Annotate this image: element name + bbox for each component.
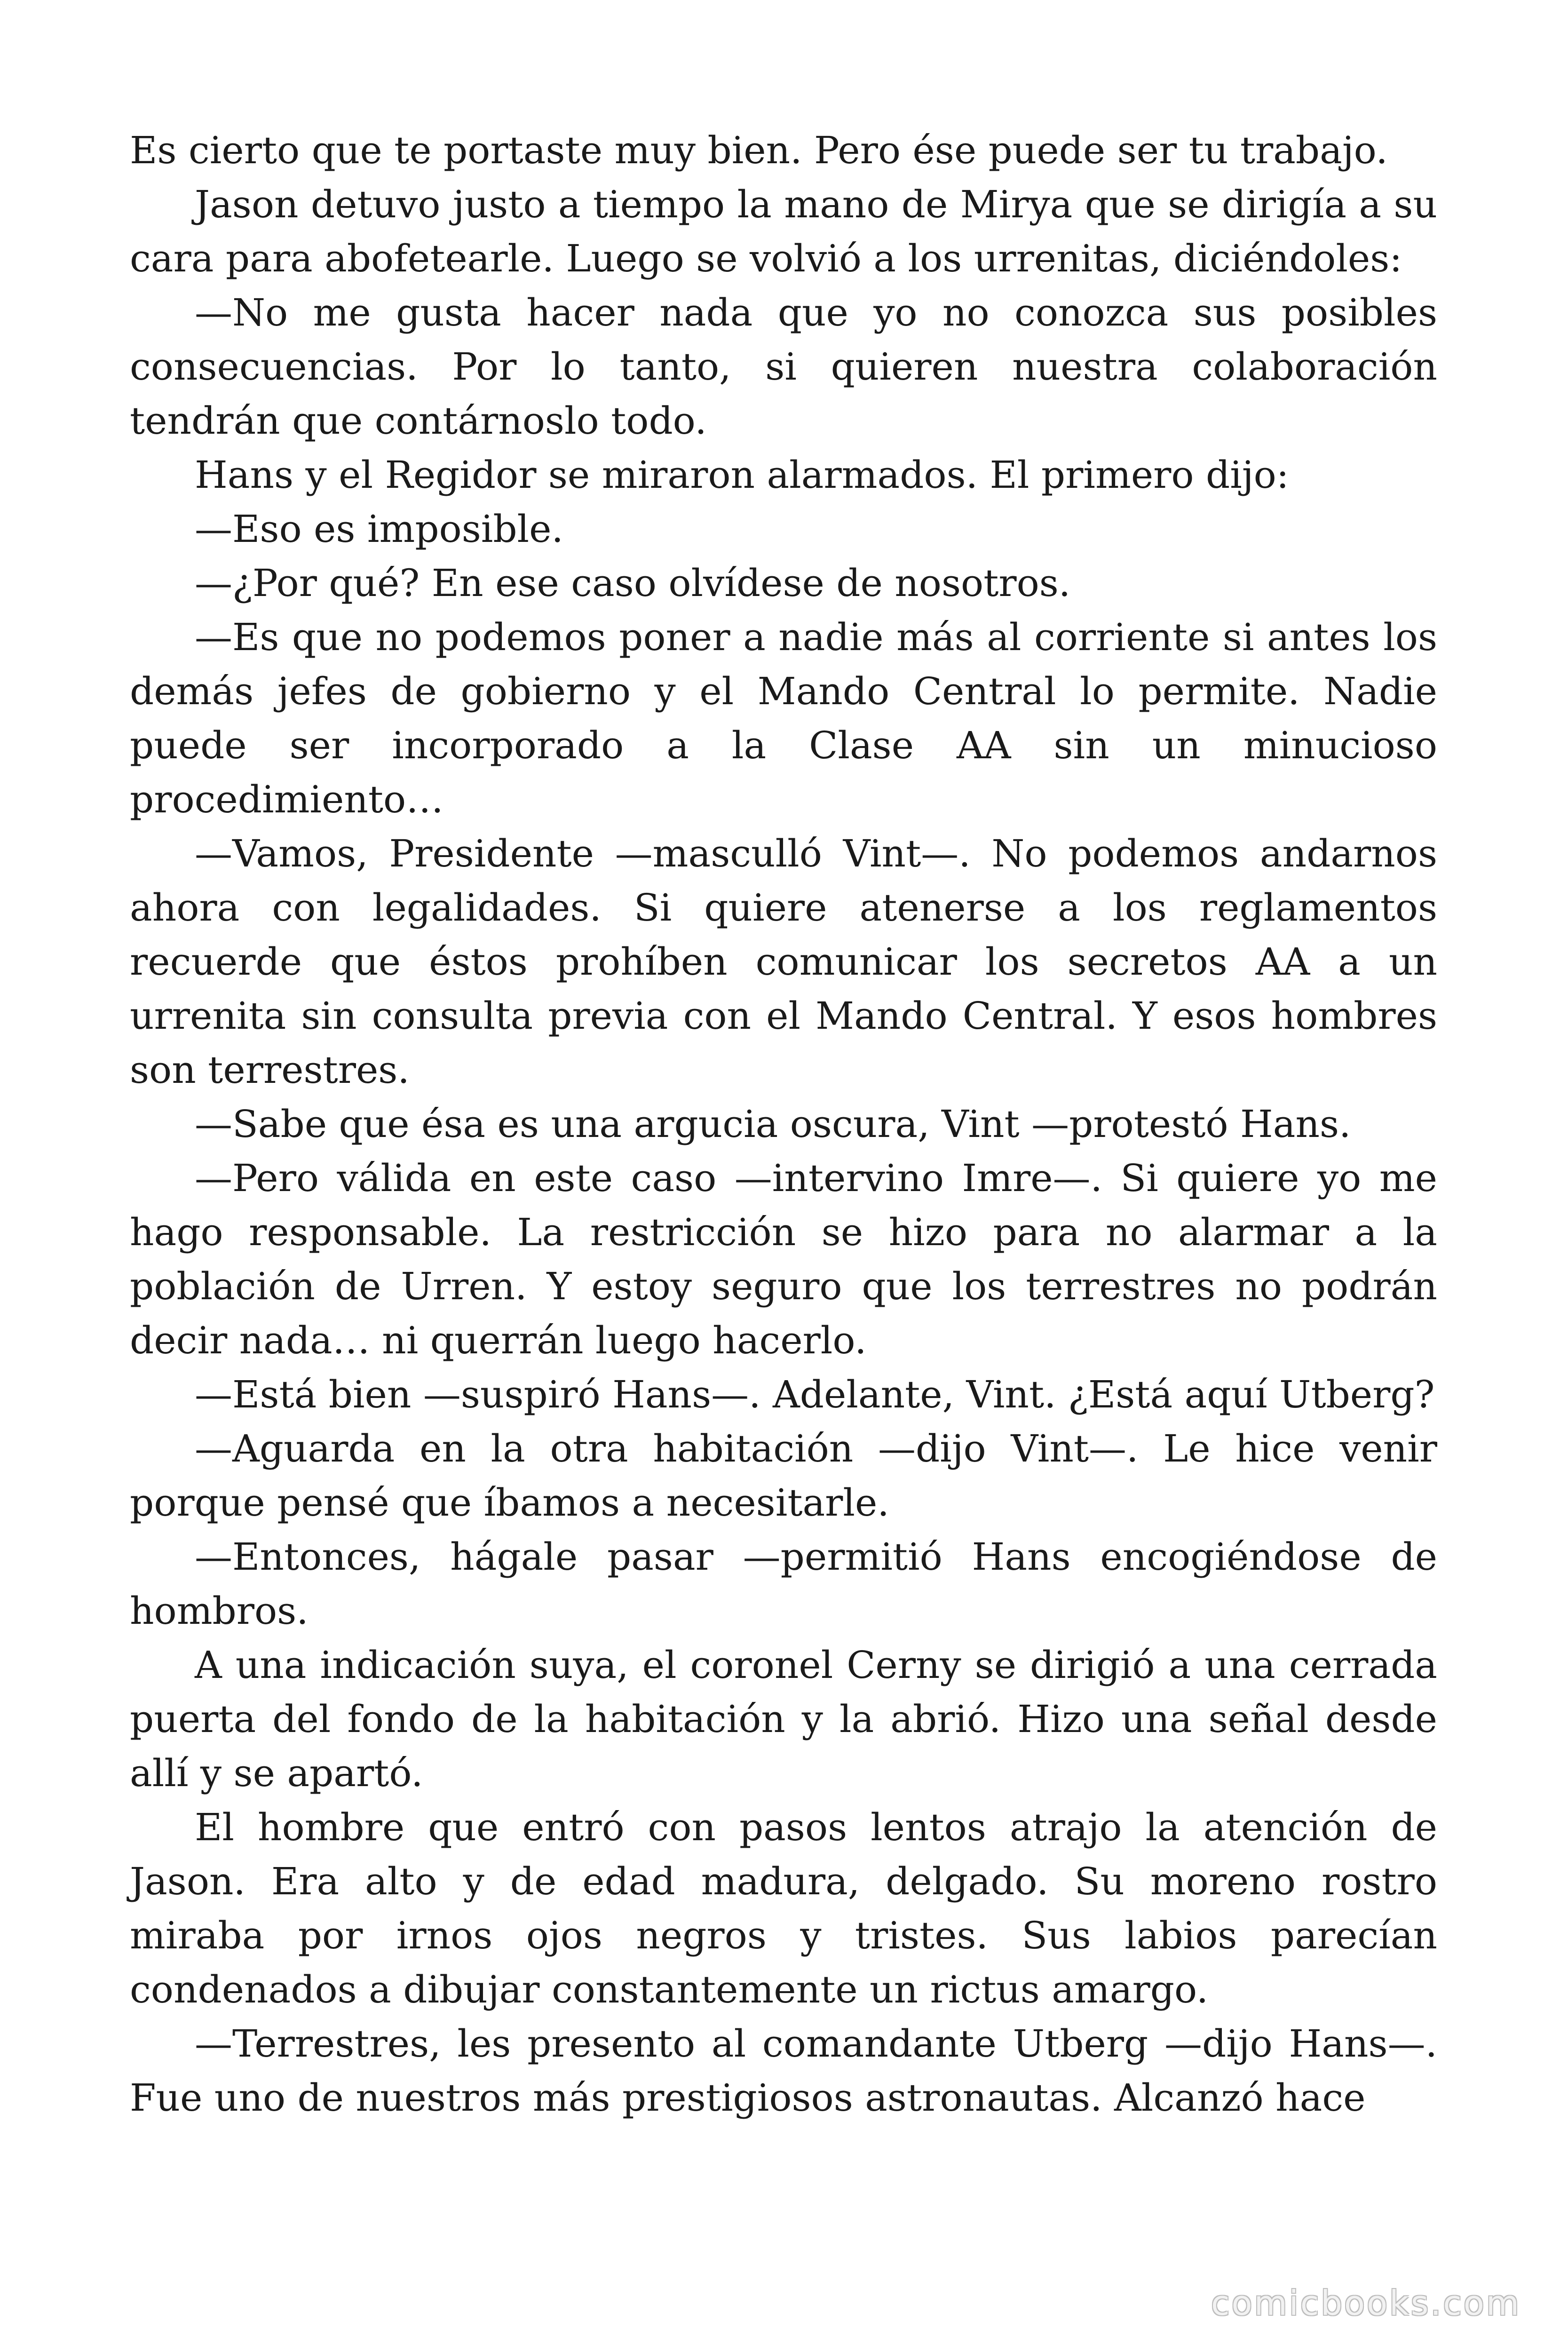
- page-body: [130, 123, 1437, 2125]
- paragraph: —Eso es imposible.: [195, 507, 563, 551]
- paragraph: Jason detuvo justo a tiempo la mano de Mirya que se dirigía a su cara para abofetearle. Luego se volvió a los urrenitas, diciéndoles:: [130, 183, 1437, 280]
- paragraph: El hombre que entró con pasos lentos atrajo la atención de Jason. Era alto y de edad madura, delgado. Su moreno rostro miraba por irnos ojos negros y tristes. Sus labios parecían condenados a dibujar constantemente un rictus amargo.: [130, 1805, 1437, 2011]
- paragraph: —Vamos, Presidente —masculló Vint—. No podemos andarnos ahora con legalidades. Si quiere atenerse a los reglamentos recuerde que éstos prohíben comunicar los secretos AA a un urrenita sin consulta previa con el Mando Central. Y esos hombres son terrestres.: [130, 832, 1437, 1092]
- paragraph: A una indicación suya, el coronel Cerny se dirigió a una cerrada puerta del fondo de la habitación y la abrió. Hizo una señal desde allí y se apartó.: [130, 1643, 1437, 1795]
- paragraph: —Terrestres, les presento al comandante Utberg —dijo Hans—. Fue uno de nuestros más prestigiosos astronautas. Alcanzó hace: [130, 2022, 1437, 2120]
- paragraph: —Sabe que ésa es una argucia oscura, Vint —protestó Hans.: [195, 1102, 1351, 1146]
- watermark: comicbooks.com: [1211, 2283, 1521, 2323]
- paragraph: —Aguarda en la otra habitación —dijo Vint—. Le hice venir porque pensé que íbamos a necesitarle.: [130, 1427, 1437, 1525]
- paragraph: —Entonces, hágale pasar —permitió Hans encogiéndose de hombros.: [130, 1535, 1437, 1633]
- paragraph: —Está bien —suspiró Hans—. Adelante, Vint. ¿Está aquí Utberg?: [195, 1373, 1435, 1416]
- paragraph: —Pero válida en este caso —intervino Imre—. Si quiere yo me hago responsable. La restricción se hizo para no alarmar a la población de Urren. Y estoy seguro que los terrestres no podrán decir nada… ni querrán luego hacerlo.: [130, 1156, 1437, 1362]
- paragraph: —¿Por qué? En ese caso olvídese de nosotros.: [195, 561, 1071, 605]
- paragraph: —Es que no podemos poner a nadie más al corriente si antes los demás jefes de gobierno y el Mando Central lo permite. Nadie puede ser incorporado a la Clase AA sin un minucioso procedimiento…: [130, 615, 1437, 821]
- paragraph: Hans y el Regidor se miraron alarmados. El primero dijo:: [195, 453, 1289, 497]
- paragraph: Es cierto que te portaste muy bien. Pero ése puede ser tu trabajo.: [130, 128, 1388, 172]
- paragraph: —No me gusta hacer nada que yo no conozca sus posibles consecuencias. Por lo tanto, si quieren nuestra colaboración tendrán que contárnoslo todo.: [130, 291, 1437, 443]
